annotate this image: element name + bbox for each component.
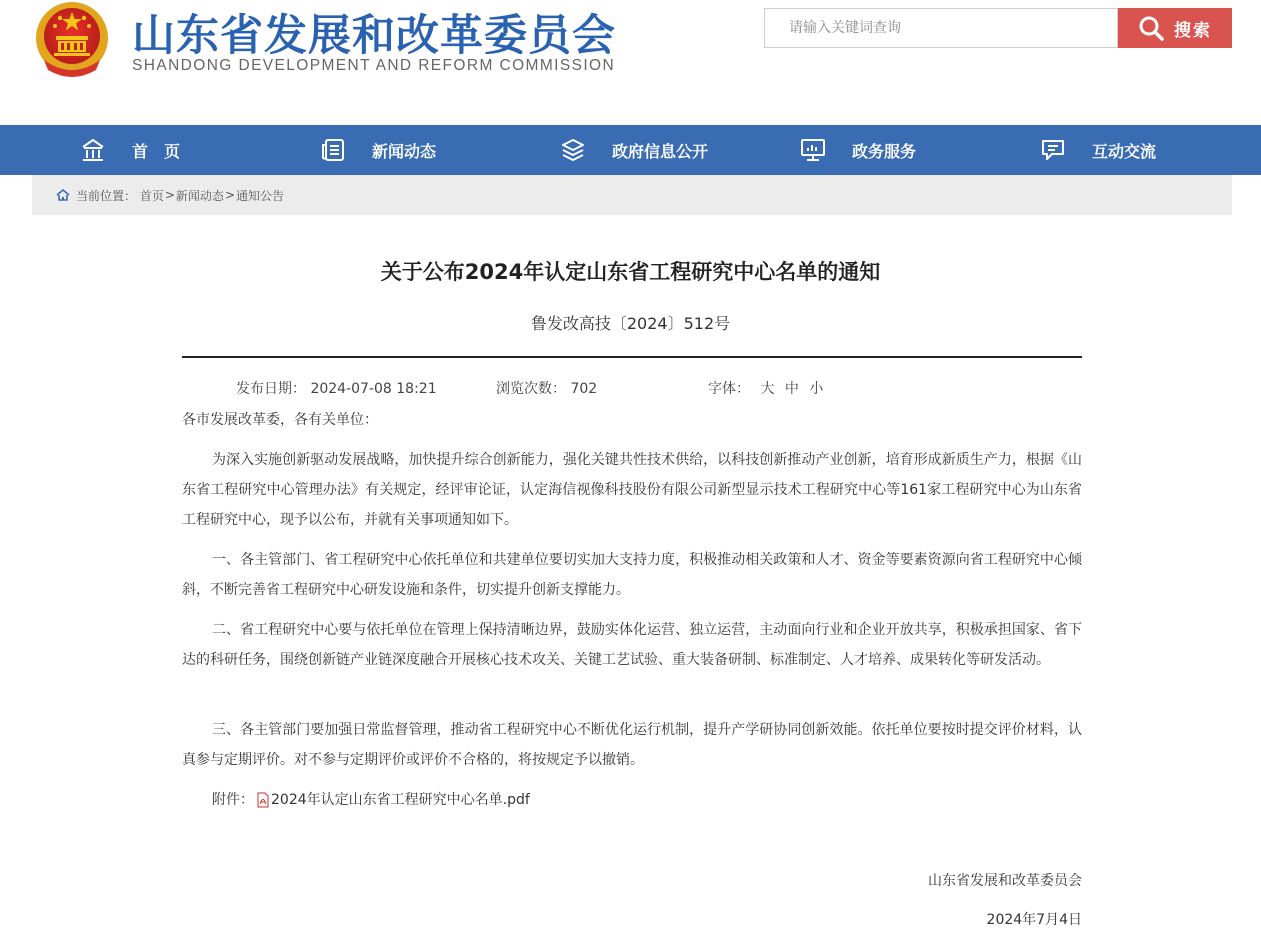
breadcrumb: 当前位置： 首页 > 新闻动态 > 通知公告: [32, 175, 1232, 215]
layers-icon: [560, 137, 586, 163]
nav-item-interaction[interactable]: [1040, 125, 1156, 175]
main-nav: [0, 125, 1261, 175]
paragraph: 三、各主管部门要加强日常监督管理，推动省工程研究中心不断优化运行机制，提升产学研协同创新效能。依托单位要按时提交评价材料，认真参与定期评价。对不参与定期评价或评价不合格的，将按规定予以撤销。: [182, 722, 1082, 768]
publish-date-label: 发布日期：: [236, 381, 306, 397]
paragraph: 一、各主管部门、省工程研究中心依托单位和共建单位要切实加大支持力度，积极推动相关政策和人才、资金等要素资源向省工程研究中心倾斜，不断完善省工程研究中心研发设施和条件，切实提升创新支撑能力。: [182, 552, 1082, 598]
publish-date: [236, 378, 437, 398]
search-button[interactable]: [1118, 8, 1232, 48]
font-size-small[interactable]: 小: [809, 381, 824, 397]
font-size-label: 字体：: [708, 381, 750, 397]
national-emblem-icon: [30, 0, 114, 80]
chat-icon: [1040, 137, 1066, 163]
paragraph: 二、省工程研究中心要与依托单位在管理上保持清晰边界，鼓励实体化运营、独立运营，主动面向行业和企业开放共享，积极承担国家、省下达的科研任务，围绕创新链产业链深度融合开展核心技术攻关、关键工艺试验、重大装备研制、标准制定、人才培养、成果转化等研发活动。: [182, 622, 1082, 668]
publish-date-value: 2024-07-08 18:21: [310, 381, 437, 397]
breadcrumb-prefix: 当前位置：: [76, 188, 137, 203]
site-title: 山东省发展和改革委员会: [132, 11, 616, 61]
document-number: 鲁发改高技〔2024〕512号: [530, 314, 731, 333]
paragraph: 为深入实施创新驱动发展战略，加快提升综合创新能力，强化关键共性技术供给，以科技创新推动产业创新，培育形成新质生产力，根据《山东省工程研究中心管理办法》有关规定，经评审论证，认定海信视像科技股份有限公司新型显示技术工程研究中心等161家工程研究中心为山东省工程研究中心，现予以公布，并就有关事项通知如下。: [182, 452, 1082, 528]
view-count: [496, 378, 597, 398]
breadcrumb-link-home[interactable]: 首页: [139, 188, 164, 203]
monitor-icon: [800, 137, 826, 163]
issuer-signature: 山东省发展和改革委员会: [928, 873, 1082, 889]
nav-label: 互动交流: [1092, 141, 1157, 161]
article-body: [182, 445, 1082, 535]
font-size-control: [708, 378, 829, 398]
breadcrumb-link-notices[interactable]: 通知公告: [236, 188, 285, 203]
news-icon: [320, 137, 346, 163]
nav-label: 新闻动态: [372, 141, 437, 161]
site-header: [0, 0, 1261, 125]
title-divider: [182, 356, 1082, 358]
font-size-medium[interactable]: 中: [784, 381, 799, 397]
search-box: [764, 8, 1118, 48]
nav-item-gov-info[interactable]: [560, 125, 708, 175]
nav-label: 政府信息公开: [612, 141, 709, 161]
view-count-label: 浏览次数：: [496, 381, 566, 397]
article-body: [182, 545, 1082, 605]
home-icon: [80, 137, 106, 163]
site-subtitle: SHANDONG DEVELOPMENT AND REFORM COMMISSION: [132, 57, 616, 74]
nav-item-services[interactable]: [800, 125, 916, 175]
nav-label: 首 页: [132, 141, 181, 161]
view-count-value: 702: [570, 381, 598, 397]
search-input[interactable]: [765, 9, 1117, 47]
salutation: 各市发展改革委，各有关单位：: [182, 412, 378, 428]
nav-item-news[interactable]: [320, 125, 436, 175]
article-body: [182, 615, 1082, 675]
home-icon: [56, 188, 70, 202]
attachment: [212, 789, 530, 811]
search-button-label: 搜索: [1174, 20, 1212, 41]
breadcrumb-link-news[interactable]: 新闻动态: [175, 188, 224, 203]
issue-date: 2024年7月4日: [986, 912, 1082, 928]
nav-label: 政务服务: [852, 141, 917, 161]
search-icon: [1138, 15, 1164, 41]
pdf-icon: [256, 792, 270, 808]
nav-item-home[interactable]: [80, 125, 180, 175]
font-size-large[interactable]: 大: [760, 381, 775, 397]
attachment-label: 附件：: [212, 792, 254, 808]
article-title: 关于公布2024年认定山东省工程研究中心名单的通知: [380, 260, 881, 284]
article-body: [182, 715, 1082, 775]
attachment-link[interactable]: 2024年认定山东省工程研究中心名单.pdf: [271, 792, 530, 808]
